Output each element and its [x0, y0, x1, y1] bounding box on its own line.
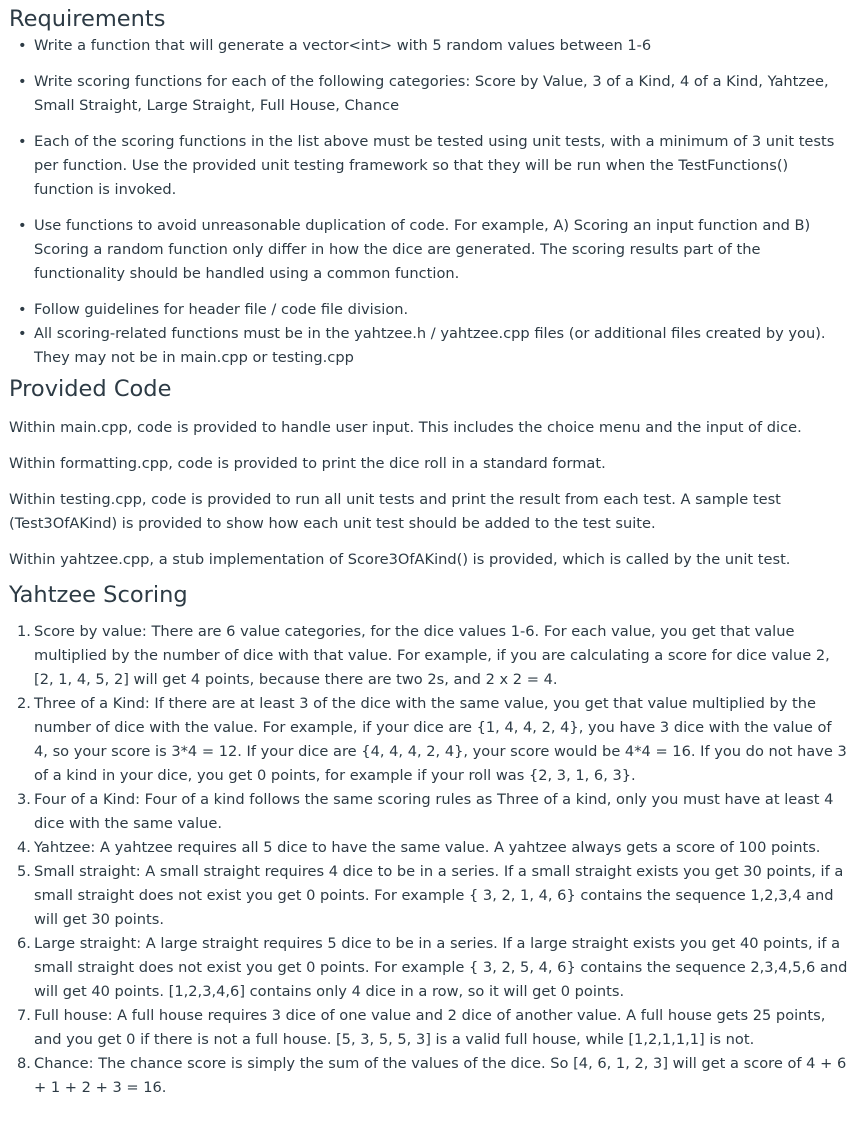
- requirement-item: • Each of the scoring functions in the list above must be tested using unit tests, with a minimum of 3 unit tests per function. Use the provided unit testing framework so that they will be run when the TestFunctions() function is invoked.: [34, 130, 849, 202]
- provided-paragraph: Within yahtzee.cpp, a stub implementation of Score3OfAKind() is provided, which is called by the unit test.: [9, 551, 791, 568]
- requirement-item: • Follow guidelines for header file / code file division.: [34, 298, 849, 322]
- scoring-item-number: 7.: [17, 1007, 31, 1024]
- provided-code-section: [9, 416, 849, 572]
- provided-paragraph: Within testing.cpp, code is provided to run all unit tests and print the result from each test. A sample test (Test3OfAKind) is provided to show how each unit test should be added to the test suite.: [9, 491, 781, 532]
- scoring-item-number: 5.: [17, 863, 31, 880]
- scoring-item: [17, 1004, 849, 1052]
- requirement-item: • Write a function that will generate a vector<int> with 5 random values between 1-6: [34, 34, 849, 58]
- scoring-item: [17, 836, 849, 860]
- scoring-item-text: Chance: The chance score is simply the sum of the values of the dice. So [4, 6, 1, 2, 3] will get a score of 4 + 6 + 1 + 2 + 3 = 16.: [34, 1055, 847, 1096]
- scoring-list: [9, 620, 849, 1100]
- scoring-item-number: 1.: [17, 623, 31, 640]
- scoring-item: [17, 1052, 849, 1100]
- requirement-item: • Write scoring functions for each of the following categories: Score by Value, 3 of a Kind, 4 of a Kind, Yahtzee, Small Straight, Large Straight, Full House, Chance: [34, 70, 849, 118]
- scoring-item-text: Four of a Kind: Four of a kind follows the same scoring rules as Three of a kind, only you must have at least 4 dice with the same value.: [34, 791, 834, 832]
- requirement-item: • Use functions to avoid unreasonable duplication of code. For example, A) Scoring an input function and B) Scoring a random function only differ in how the dice are generated. The scoring results part of the functionality should be handled using a common function.: [34, 214, 849, 286]
- scoring-item-number: 6.: [17, 935, 31, 952]
- scoring-item-text: Full house: A full house requires 3 dice of one value and 2 dice of another value. A full house gets 25 points, and you get 0 if there is not a full house. [5, 3, 5, 5, 3] is a valid full house, while [1,2,1,1,1] is not.: [34, 1007, 826, 1048]
- scoring-item: [17, 692, 849, 788]
- requirements-list: [9, 34, 849, 370]
- scoring-item-number: 4.: [17, 839, 31, 856]
- provided-paragraph: Within formatting.cpp, code is provided to print the dice roll in a standard format.: [9, 455, 606, 472]
- scoring-item-number: 3.: [17, 791, 31, 808]
- scoring-item-text: Yahtzee: A yahtzee requires all 5 dice to have the same value. A yahtzee always gets a score of 100 points.: [34, 839, 821, 856]
- scoring-item-text: Score by value: There are 6 value categories, for the dice values 1-6. For each value, you get that value multiplied by the number of dice with that value. For example, if you are calculating a score for dice value 2, [2, 1, 4, 5, 2] will get 4 points, because there are two 2s, and 2 x 2 = 4.: [34, 623, 830, 688]
- requirements-heading: Requirements: [9, 6, 166, 32]
- scoring-item-text: Large straight: A large straight requires 5 dice to be in a series. If a large straight exists you get 40 points, if a small straight does not exist you get 0 points. For example { 3, 2, 5, 4, 6} contains the sequence 2,3,4,5,6 and will get 40 points. [1,2,3,4,6] contains only 4 dice in a row, so it will get 0 points.: [34, 935, 848, 1000]
- yahtzee-scoring-heading: Yahtzee Scoring: [9, 582, 188, 608]
- scoring-item-text: Three of a Kind: If there are at least 3 of the dice with the same value, you get that value multiplied by the number of dice with the value. For example, if your dice are {1, 4, 4, 2, 4}, you have 3 dice with the value of 4, so your score is 3*4 = 12. If your dice are {4, 4, 4, 2, 4}, your score would be 4*4 = 16. If you do not have 3 of a kind in your dice, you get 0 points, for example if your roll was {2, 3, 1, 6, 3}.: [34, 695, 847, 784]
- scoring-item: [17, 860, 849, 932]
- requirement-item: • All scoring-related functions must be in the yahtzee.h / yahtzee.cpp files (or additional files created by you). They may not be in main.cpp or testing.cpp: [34, 322, 849, 370]
- scoring-item-number: 2.: [17, 695, 31, 712]
- scoring-item: [17, 932, 849, 1004]
- provided-code-heading: Provided Code: [9, 376, 172, 402]
- scoring-item-text: Small straight: A small straight requires 4 dice to be in a series. If a small straight exists you get 30 points, if a small straight does not exist you get 0 points. For example { 3, 2, 1, 4, 6} contains the sequence 1,2,3,4 and will get 30 points.: [34, 863, 844, 928]
- provided-paragraph: Within main.cpp, code is provided to handle user input. This includes the choice menu and the input of dice.: [9, 419, 802, 436]
- scoring-item: [17, 788, 849, 836]
- scoring-item-number: 8.: [17, 1055, 31, 1072]
- scoring-item: [17, 620, 849, 692]
